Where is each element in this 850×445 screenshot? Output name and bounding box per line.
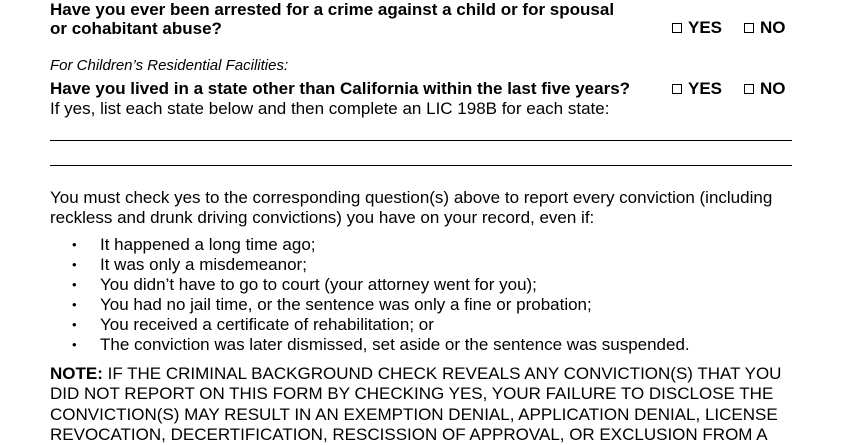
other-state-no-option[interactable] xyxy=(744,79,786,99)
note-paragraph xyxy=(50,364,790,445)
instructions-line2: reckless and drunk driving convictions) you have on your record, even if: xyxy=(50,208,595,227)
arrested-no-option[interactable] xyxy=(744,18,786,38)
question-arrested-line1: Have you ever been arrested for a crime against a child or for spousal xyxy=(50,0,615,19)
arrested-no-label: NO xyxy=(760,18,786,37)
list-item: • The conviction was later dismissed, set aside or the sentence was suspended. xyxy=(72,335,690,354)
bullet-icon: • xyxy=(72,317,77,332)
other-state-no-checkbox[interactable] xyxy=(744,84,754,94)
question-arrested-line2: or cohabitant abuse? xyxy=(50,19,222,38)
question-arrested-options xyxy=(672,18,808,38)
question-other-state-options xyxy=(672,79,808,99)
bullet-icon: • xyxy=(72,337,77,352)
bullet-icon: • xyxy=(72,277,77,292)
states-fill-line-1[interactable] xyxy=(50,140,792,141)
bullet-icon: • xyxy=(72,237,77,252)
arrested-no-checkbox[interactable] xyxy=(744,23,754,33)
question-other-state-line1: Have you lived in a state other than California within the last five years? xyxy=(50,79,631,98)
list-item: • You had no jail time, or the sentence was only a fine or probation; xyxy=(72,295,592,314)
question-other-state-line2: If yes, list each state below and then complete an LIC 198B for each state: xyxy=(50,99,610,118)
other-state-yes-option[interactable] xyxy=(672,79,722,99)
childrens-facilities-heading: For Children’s Residential Facilities: xyxy=(50,57,289,74)
list-item: • You didn’t have to go to court (your attorney went for you); xyxy=(72,275,537,294)
note-line3: CONVICTION(S) MAY RESULT IN AN EXEMPTION DENIAL, APPLICATION DENIAL, LICENSE xyxy=(50,404,778,424)
arrested-yes-label: YES xyxy=(688,18,723,37)
note-line1: NOTE: IF THE CRIMINAL BACKGROUND CHECK REVEALS ANY CONVICTION(S) THAT YOU xyxy=(50,364,782,383)
note-line2: DID NOT REPORT ON THIS FORM BY CHECKING YES, YOUR FAILURE TO DISCLOSE THE xyxy=(50,384,774,404)
arrested-yes-checkbox[interactable] xyxy=(672,23,682,33)
instructions-line1: You must check yes to the corresponding question(s) above to report every conviction (including xyxy=(50,188,773,207)
other-state-yes-label: YES xyxy=(688,79,723,98)
states-fill-line-2[interactable] xyxy=(50,165,792,166)
bullet-icon: • xyxy=(72,257,77,272)
arrested-yes-option[interactable] xyxy=(672,18,722,38)
other-state-yes-checkbox[interactable] xyxy=(672,84,682,94)
list-item: • It happened a long time ago; xyxy=(72,235,316,254)
note-line4: REVOCATION, DECERTIFICATION, RESCISSION OF APPROVAL, OR EXCLUSION FROM A xyxy=(50,424,768,444)
list-item: • It was only a misdemeanor; xyxy=(72,255,307,274)
list-item: • You received a certificate of rehabilitation; or xyxy=(72,315,434,334)
conviction-conditions-list xyxy=(72,235,690,355)
bullet-icon: • xyxy=(72,297,77,312)
note-label: NOTE: xyxy=(50,364,103,383)
other-state-no-label: NO xyxy=(760,79,786,98)
